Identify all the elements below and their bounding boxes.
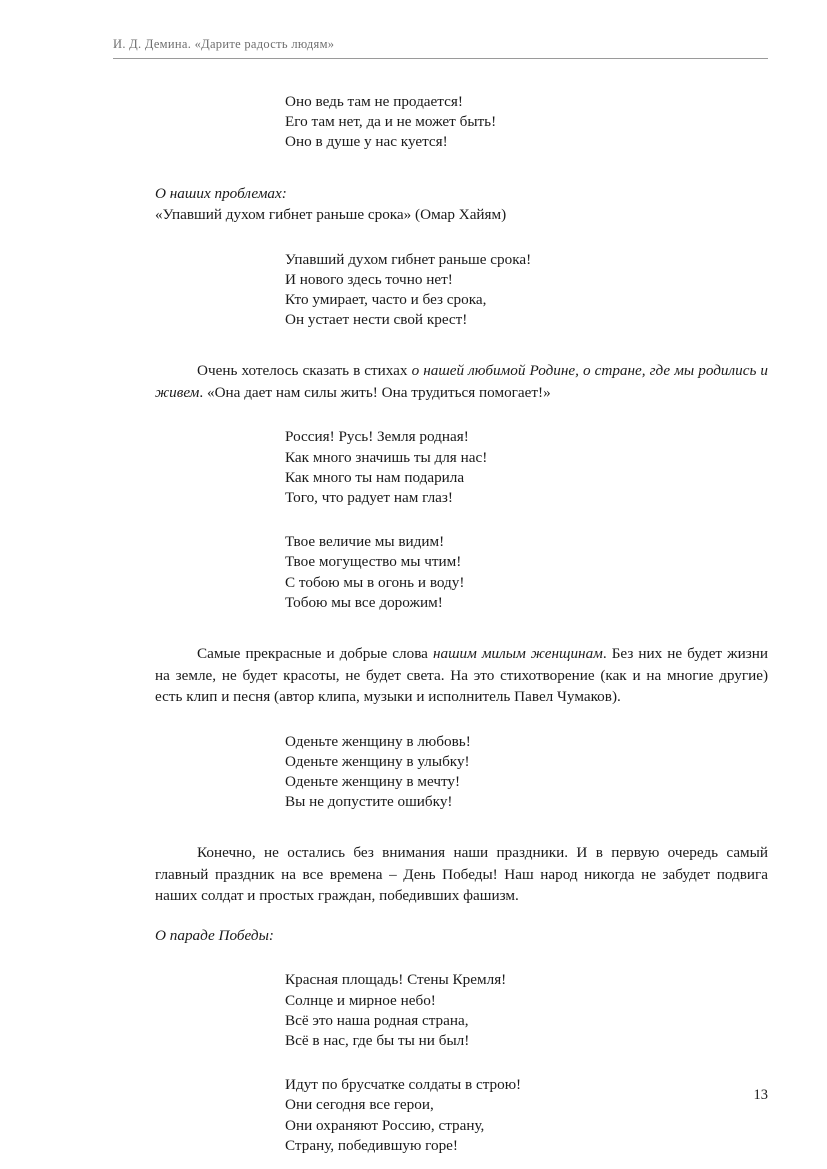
verse-line: Россия! Русь! Земля родная! xyxy=(285,428,469,446)
verse-line: Страну, победившую горе! xyxy=(285,1136,458,1154)
section-label-parade: О параде Победы: xyxy=(155,926,274,944)
spacer xyxy=(113,1051,768,1075)
verse-line: Твое могущество мы чтим! xyxy=(285,553,462,571)
stanza-5 xyxy=(113,732,768,813)
spacer xyxy=(113,708,768,732)
verse-line: Он устает нести свой крест! xyxy=(285,311,468,329)
verse-line: И нового здесь точно нет! xyxy=(285,270,453,288)
verse-line: Упавший духом гибнет раньше срока! xyxy=(285,250,532,268)
verse-line: Идут по брусчатке солдаты в строю! xyxy=(285,1076,522,1094)
verse-line: Оно в душе у нас куется! xyxy=(285,133,448,151)
verse-line: Оденьте женщину в улыбку! xyxy=(285,752,470,770)
paragraph-women xyxy=(113,643,768,708)
stanza-2 xyxy=(113,250,768,331)
spacer xyxy=(113,330,768,360)
verse-line: Кто умирает, часто и без срока, xyxy=(285,291,487,309)
verse-line: С тобою мы в огонь и воду! xyxy=(285,573,465,591)
verse-line: Оно ведь там не продается! xyxy=(285,93,463,110)
header-rule xyxy=(113,58,768,59)
page-content xyxy=(113,92,768,1156)
paragraph-italic-run: о нашей любимой Родине, о стране, где мы родились и живем xyxy=(155,362,768,401)
spacer xyxy=(113,508,768,532)
paragraph-text-run: . «Она дает нам силы жить! Она трудиться помогает!» xyxy=(199,383,551,401)
verse-line: Как много значишь ты для нас! xyxy=(285,448,488,466)
verse-line: Они сегодня все герои, xyxy=(285,1096,434,1114)
paragraph-homeland xyxy=(113,360,768,403)
spacer xyxy=(113,946,768,970)
stanza-3 xyxy=(113,427,768,508)
page-number: 13 xyxy=(753,1087,768,1103)
verse-line: Его там нет, да и не может быть! xyxy=(285,113,497,131)
spacer xyxy=(113,613,768,643)
paragraph-holidays: Конечно, не остались без внимания наши праздники. И в первую очередь самый главный праздник на все времена – День Победы! Наш народ никогда не забудет подвига наших солдат и простых граждан, победивших фашизм. xyxy=(155,844,768,905)
verse-line: Красная площадь! Стены Кремля! xyxy=(285,971,507,989)
verse-line: Оденьте женщину в любовь! xyxy=(285,732,471,750)
quote-khayyam: «Упавший духом гибнет раньше срока» (Омар Хайям) xyxy=(155,206,507,224)
verse-line: Как много ты нам подарила xyxy=(285,468,465,486)
verse-line: Солнце и мирное небо! xyxy=(285,991,436,1009)
stanza-1 xyxy=(113,92,768,153)
paragraph-italic-run: нашим милым женщинам xyxy=(432,645,603,663)
spacer xyxy=(113,812,768,842)
stanza-4 xyxy=(113,532,768,613)
paragraph-text-run: . Без них не будет жизни на земле, не будет красоты, не будет света. На это стихотворение (как и на многие другие) есть клип и песня (автор клипа, музыки и исполнитель Павел Чумаков). xyxy=(155,645,768,706)
spacer xyxy=(113,907,768,925)
spacer xyxy=(113,403,768,427)
verse-line: Оденьте женщину в мечту! xyxy=(285,772,461,790)
section-label-problems: О наших проблемах: xyxy=(155,184,287,202)
verse-line: Твое величие мы видим! xyxy=(285,533,445,551)
spacer xyxy=(113,153,768,183)
verse-line: Всё это наша родная страна, xyxy=(285,1011,469,1029)
verse-line: Того, что радует нам глаз! xyxy=(285,489,453,507)
verse-line: Они охраняют Россию, страну, xyxy=(285,1116,485,1134)
verse-line: Всё в нас, где бы ты ни был! xyxy=(285,1031,470,1049)
paragraph-text-run: Очень хотелось сказать в стихах xyxy=(197,362,412,380)
verse-line: Вы не допустите ошибку! xyxy=(285,793,453,811)
spacer xyxy=(113,226,768,250)
verse-line: Тобою мы все дорожим! xyxy=(285,593,443,611)
paragraph-text-run: Самые прекрасные и добрые слова xyxy=(197,645,433,663)
stanza-6 xyxy=(113,970,768,1051)
running-header: И. Д. Демина. «Дарите радость людям» xyxy=(113,37,335,51)
